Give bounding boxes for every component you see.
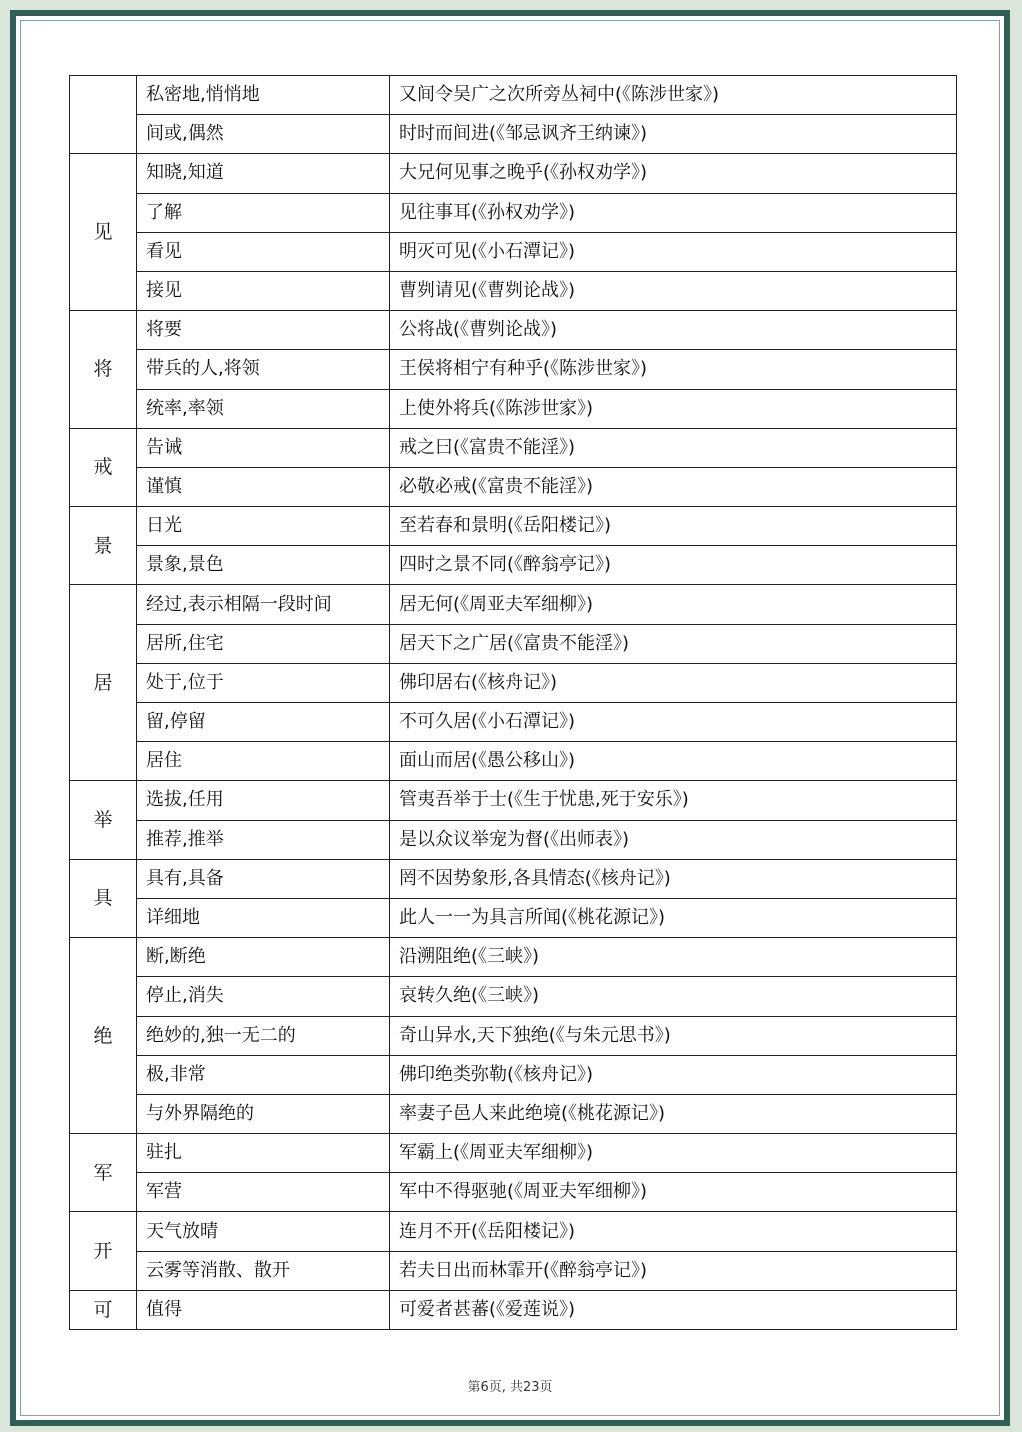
meaning-cell: 绝妙的,独一无二的 [137, 1016, 390, 1055]
example-cell: 不可久居(《小石潭记》) [390, 703, 957, 742]
table-row [70, 742, 957, 781]
example-cell: 曹刿请见(《曹刿论战》) [390, 271, 957, 310]
table-row [70, 1251, 957, 1290]
headword-cell: 举 [70, 781, 137, 859]
example-cell: 佛印绝类弥勒(《核舟记》) [390, 1055, 957, 1094]
table-row [70, 507, 957, 546]
table-row [70, 76, 957, 115]
meaning-cell: 知晓,知道 [137, 154, 390, 193]
example-cell: 至若春和景明(《岳阳楼记》) [390, 507, 957, 546]
example-cell: 王侯将相宁有种乎(《陈涉世家》) [390, 350, 957, 389]
meaning-cell: 居所,住宅 [137, 624, 390, 663]
example-cell: 大兄何见事之晚乎(《孙权劝学》) [390, 154, 957, 193]
table-row [70, 820, 957, 859]
headword-cell: 景 [70, 507, 137, 585]
example-cell: 佛印居右(《核舟记》) [390, 663, 957, 702]
example-cell: 军霸上(《周亚夫军细柳》) [390, 1134, 957, 1173]
meaning-cell: 看见 [137, 232, 390, 271]
example-cell: 居无何(《周亚夫军细柳》) [390, 585, 957, 624]
table-row [70, 977, 957, 1016]
meaning-cell: 极,非常 [137, 1055, 390, 1094]
page-number: 第6页, 共23页 [467, 1380, 553, 1395]
table-row [70, 703, 957, 742]
meaning-cell: 景象,景色 [137, 546, 390, 585]
meaning-cell: 处于,位于 [137, 663, 390, 702]
example-cell: 公将战(《曹刿论战》) [390, 311, 957, 350]
example-cell: 连月不开(《岳阳楼记》) [390, 1212, 957, 1251]
table-row [70, 1055, 957, 1094]
meaning-cell: 留,停留 [137, 703, 390, 742]
table-row [70, 428, 957, 467]
example-cell: 是以众议举宠为督(《出师表》) [390, 820, 957, 859]
headword-cell: 具 [70, 859, 137, 937]
example-cell: 管夷吾举于士(《生于忧患,死于安乐》) [390, 781, 957, 820]
headword-cell: 将 [70, 311, 137, 429]
meaning-cell: 天气放晴 [137, 1212, 390, 1251]
example-cell: 见往事耳(《孙权劝学》) [390, 193, 957, 232]
headword-cell: 开 [70, 1212, 137, 1290]
meaning-cell: 军营 [137, 1173, 390, 1212]
example-cell: 沿溯阻绝(《三峡》) [390, 938, 957, 977]
vocabulary-table-body [70, 76, 957, 1330]
example-cell: 必敬必戒(《富贵不能淫》) [390, 467, 957, 506]
meaning-cell: 了解 [137, 193, 390, 232]
example-cell: 可爱者甚蕃(《爱莲说》) [390, 1290, 957, 1329]
table-row [70, 859, 957, 898]
vocabulary-table [69, 75, 957, 1330]
headword-cell: 军 [70, 1134, 137, 1212]
example-cell: 军中不得驱驰(《周亚夫军细柳》) [390, 1173, 957, 1212]
table-row [70, 624, 957, 663]
example-cell: 面山而居(《愚公移山》) [390, 742, 957, 781]
meaning-cell: 云雾等消散、散开 [137, 1251, 390, 1290]
example-cell: 戒之曰(《富贵不能淫》) [390, 428, 957, 467]
headword-cell: 戒 [70, 428, 137, 506]
example-cell: 明灭可见(《小石潭记》) [390, 232, 957, 271]
table-row [70, 311, 957, 350]
page-frame [10, 10, 1010, 1426]
headword-cell: 见 [70, 154, 137, 311]
meaning-cell: 具有,具备 [137, 859, 390, 898]
headword-cell: 可 [70, 1290, 137, 1329]
document-sheet [20, 20, 1000, 1416]
meaning-cell: 详细地 [137, 898, 390, 937]
meaning-cell: 推荐,推举 [137, 820, 390, 859]
meaning-cell: 日光 [137, 507, 390, 546]
meaning-cell: 统率,率领 [137, 389, 390, 428]
example-cell: 时时而间进(《邹忌讽齐王纳谏》) [390, 115, 957, 154]
table-row [70, 467, 957, 506]
table-row [70, 546, 957, 585]
meaning-cell: 选拔,任用 [137, 781, 390, 820]
table-row [70, 1173, 957, 1212]
table-row [70, 350, 957, 389]
meaning-cell: 私密地,悄悄地 [137, 76, 390, 115]
example-cell: 此人一一为具言所闻(《桃花源记》) [390, 898, 957, 937]
example-cell: 四时之景不同(《醉翁亭记》) [390, 546, 957, 585]
table-row [70, 115, 957, 154]
example-cell: 率妻子邑人来此绝境(《桃花源记》) [390, 1094, 957, 1133]
example-cell: 奇山异水,天下独绝(《与朱元思书》) [390, 1016, 957, 1055]
table-row [70, 898, 957, 937]
meaning-cell: 接见 [137, 271, 390, 310]
table-row [70, 938, 957, 977]
table-row [70, 1212, 957, 1251]
table-row [70, 781, 957, 820]
meaning-cell: 停止,消失 [137, 977, 390, 1016]
table-row [70, 271, 957, 310]
meaning-cell: 经过,表示相隔一段时间 [137, 585, 390, 624]
meaning-cell: 居住 [137, 742, 390, 781]
meaning-cell: 间或,偶然 [137, 115, 390, 154]
example-cell: 罔不因势象形,各具情态(《核舟记》) [390, 859, 957, 898]
example-cell: 又间令吴广之次所旁丛祠中(《陈涉世家》) [390, 76, 957, 115]
meaning-cell: 将要 [137, 311, 390, 350]
example-cell: 若夫日出而林霏开(《醉翁亭记》) [390, 1251, 957, 1290]
table-row [70, 232, 957, 271]
meaning-cell: 与外界隔绝的 [137, 1094, 390, 1133]
table-row [70, 663, 957, 702]
table-row [70, 154, 957, 193]
meaning-cell: 谨慎 [137, 467, 390, 506]
example-cell: 上使外将兵(《陈涉世家》) [390, 389, 957, 428]
table-row [70, 193, 957, 232]
meaning-cell: 断,断绝 [137, 938, 390, 977]
table-row [70, 389, 957, 428]
headword-cell: 绝 [70, 938, 137, 1134]
meaning-cell: 驻扎 [137, 1134, 390, 1173]
table-row [70, 1134, 957, 1173]
headword-cell: 居 [70, 585, 137, 781]
headword-cell [70, 76, 137, 154]
meaning-cell: 告诫 [137, 428, 390, 467]
meaning-cell: 值得 [137, 1290, 390, 1329]
example-cell: 居天下之广居(《富贵不能淫》) [390, 624, 957, 663]
table-row [70, 1290, 957, 1329]
meaning-cell: 带兵的人,将领 [137, 350, 390, 389]
table-row [70, 1094, 957, 1133]
example-cell: 哀转久绝(《三峡》) [390, 977, 957, 1016]
table-row [70, 1016, 957, 1055]
table-row [70, 585, 957, 624]
